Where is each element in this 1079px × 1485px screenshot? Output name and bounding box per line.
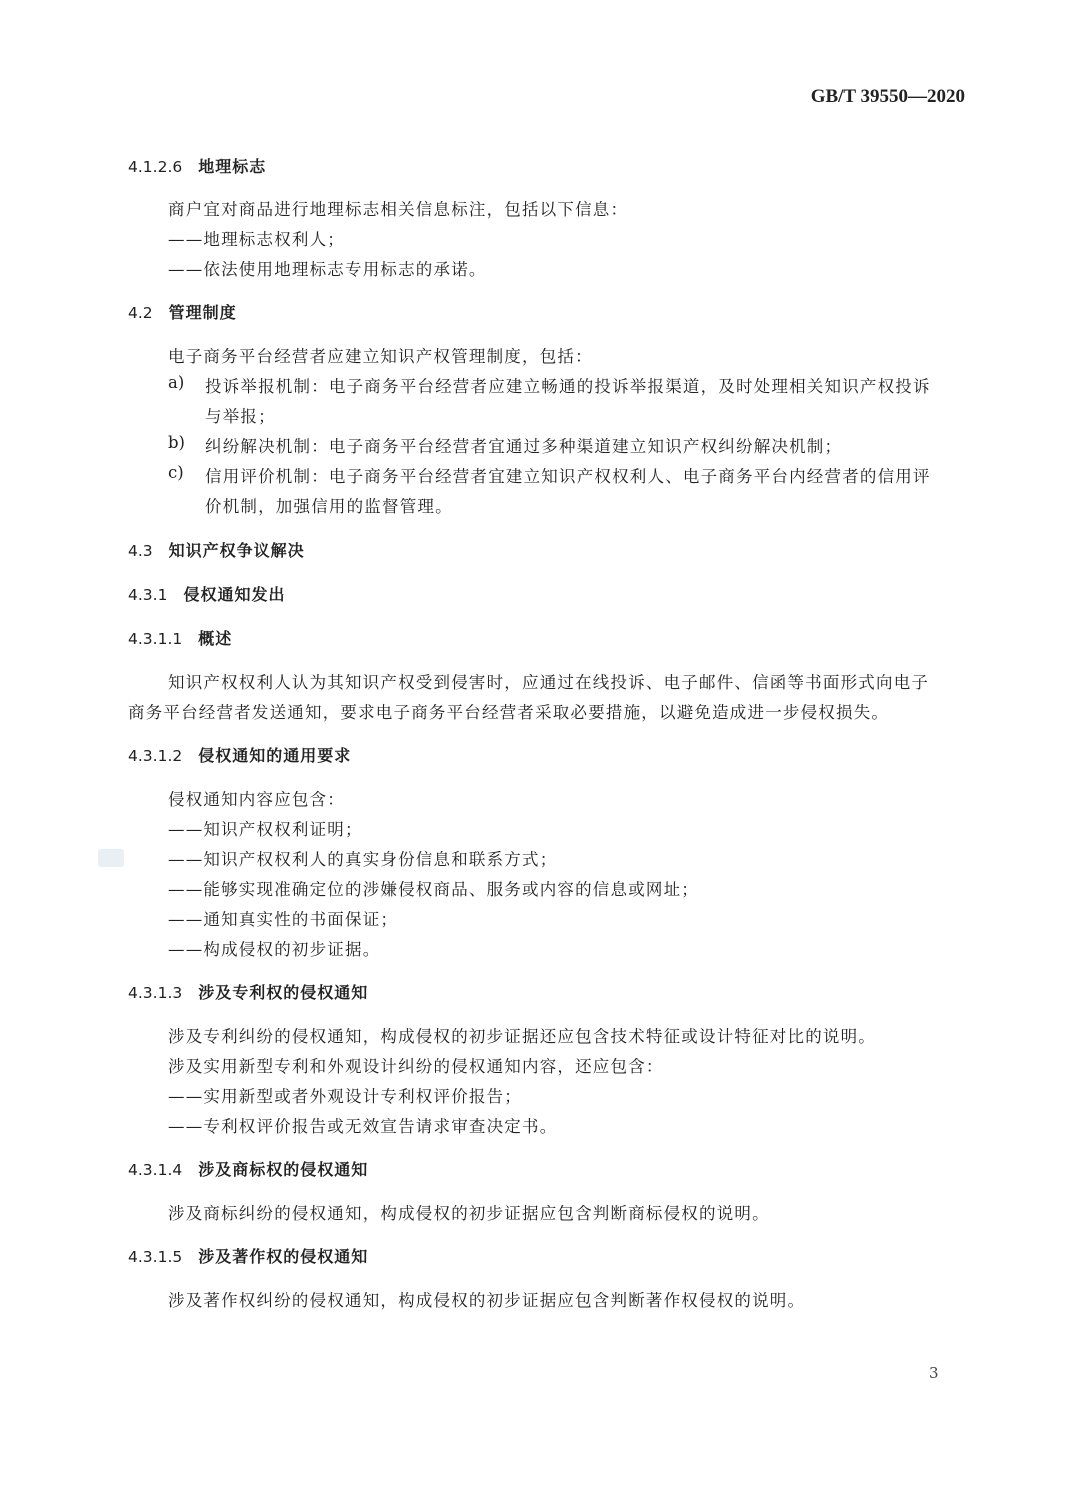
- list-item-b-line1: 纠纷解决机制：电子商务平台经营者宜通过多种渠道建立知识产权纠纷解决机制；: [205, 437, 843, 456]
- list-item: ——实用新型或者外观设计专利权评价报告；: [168, 1087, 522, 1106]
- list-label-c: c): [168, 463, 184, 482]
- section-title: 涉及商标权的侵权通知: [198, 1160, 369, 1179]
- section-title: 地理标志: [198, 157, 267, 176]
- section-number: 4.1.2.6: [128, 158, 183, 176]
- section-heading-4-3-1-5: [128, 1244, 368, 1267]
- section-number: 4.3: [128, 542, 153, 560]
- list-label-a: a): [168, 373, 185, 392]
- paragraph: 涉及商标纠纷的侵权通知，构成侵权的初步证据应包含判断商标侵权的说明。: [168, 1204, 770, 1223]
- section-heading-4-1-2-6: [128, 154, 266, 177]
- list-item-c-line1: 信用评价机制：电子商务平台经营者宜建立知识产权权利人、电子商务平台内经营者的信用评: [205, 467, 931, 486]
- list-item-c-line2: 价机制，加强信用的监督管理。: [205, 497, 453, 516]
- paragraph: 电子商务平台经营者应建立知识产权管理制度，包括：: [168, 347, 593, 366]
- section-title: 涉及专利权的侵权通知: [198, 983, 369, 1002]
- section-heading-4-3-1-4: [128, 1157, 368, 1180]
- list-item: ——地理标志权利人；: [168, 230, 345, 249]
- section-number: 4.2: [128, 304, 153, 322]
- paragraph: 涉及著作权纠纷的侵权通知，构成侵权的初步证据应包含判断著作权侵权的说明。: [168, 1291, 806, 1310]
- section-number: 4.3.1.2: [128, 747, 183, 765]
- list-item: ——能够实现准确定位的涉嫌侵权商品、服务或内容的信息或网址；: [168, 880, 699, 899]
- section-heading-4-3-1-2: [128, 743, 351, 766]
- page-number: 3: [929, 1364, 939, 1382]
- section-number: 4.3.1.3: [128, 984, 183, 1002]
- list-item: ——知识产权权利证明；: [168, 820, 363, 839]
- standard-number: GB/T 39550—2020: [810, 86, 965, 107]
- section-title: 侵权通知的通用要求: [198, 746, 352, 765]
- section-title: 涉及著作权的侵权通知: [198, 1247, 369, 1266]
- list-item-a-line2: 与举报；: [205, 407, 276, 426]
- paragraph: 涉及专利纠纷的侵权通知，构成侵权的初步证据还应包含技术特征或设计特征对比的说明。: [168, 1027, 876, 1046]
- section-title: 侵权通知发出: [183, 585, 286, 604]
- list-label-b: b): [168, 433, 185, 452]
- section-number: 4.3.1.1: [128, 630, 183, 648]
- watermark-logo: [98, 849, 124, 867]
- section-heading-4-3: [128, 538, 305, 561]
- list-item: ——依法使用地理标志专用标志的承诺。: [168, 260, 487, 279]
- list-item: ——知识产权权利人的真实身份信息和联系方式；: [168, 850, 558, 869]
- list-item: ——通知真实性的书面保证；: [168, 910, 399, 929]
- section-title: 概述: [198, 629, 233, 648]
- section-number: 4.3.1.5: [128, 1248, 183, 1266]
- paragraph-line: 知识产权权利人认为其知识产权受到侵害时，应通过在线投诉、电子邮件、信函等书面形式向电子: [168, 673, 930, 692]
- section-heading-4-3-1-3: [128, 980, 368, 1003]
- section-title: 管理制度: [168, 303, 237, 322]
- section-title: 知识产权争议解决: [168, 541, 305, 560]
- section-heading-4-3-1: [128, 582, 285, 605]
- paragraph: 侵权通知内容应包含：: [168, 790, 345, 809]
- list-item: ——专利权评价报告或无效宣告请求审查决定书。: [168, 1117, 558, 1136]
- section-heading-4-3-1-1: [128, 626, 232, 649]
- list-item-a-line1: 投诉举报机制：电子商务平台经营者应建立畅通的投诉举报渠道，及时处理相关知识产权投诉: [205, 377, 931, 396]
- section-heading-4-2: [128, 300, 237, 323]
- section-number: 4.3.1.4: [128, 1161, 183, 1179]
- paragraph: 涉及实用新型专利和外观设计纠纷的侵权通知内容，还应包含：: [168, 1057, 664, 1076]
- paragraph-line: 商务平台经营者发送通知，要求电子商务平台经营者采取必要措施，以避免造成进一步侵权损失。: [128, 703, 890, 722]
- section-number: 4.3.1: [128, 586, 168, 604]
- list-item: ——构成侵权的初步证据。: [168, 940, 381, 959]
- paragraph: 商户宜对商品进行地理标志相关信息标注，包括以下信息：: [168, 200, 629, 219]
